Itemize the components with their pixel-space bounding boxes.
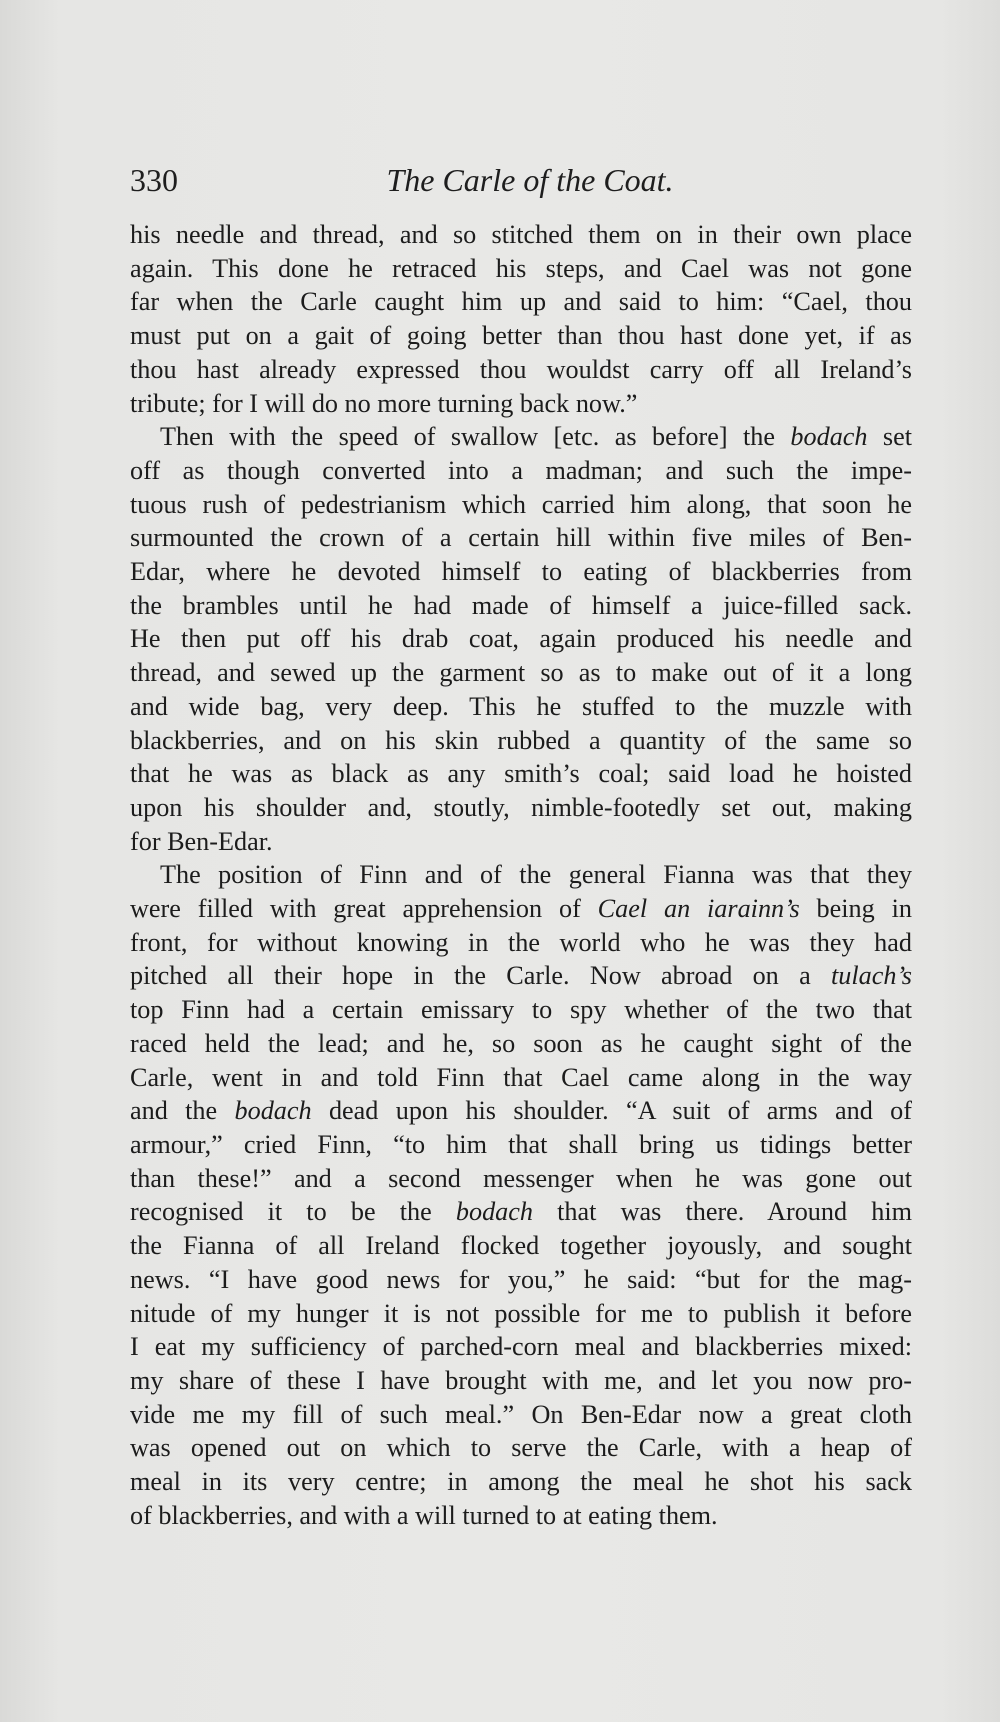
text-line: tribute; for I will do no more turning back now.” <box>130 388 638 418</box>
text-line: was opened out on which to serve the Carle, with a heap of <box>130 1433 912 1463</box>
paragraph <box>130 858 912 1532</box>
text-line: thou hast already expressed thou wouldst carry off all Ireland’s <box>130 354 912 384</box>
text-line: must put on a gait of going better than thou hast done yet, if as <box>130 321 912 351</box>
text-line: nitude of my hunger it is not possible for me to publish it before <box>130 1298 912 1328</box>
italic-term: Cael an iarainn’s <box>597 894 800 924</box>
text-line: vide me my fill of such meal.” On Ben-Edar now a great cloth <box>130 1399 912 1429</box>
text-line: and wide bag, very deep. This he stuffed to the muzzle with <box>130 691 912 721</box>
text-line: meal in its very centre; in among the meal he shot his sack <box>130 1467 912 1497</box>
text-line: his needle and thread, and so stitched them on in their own place <box>130 220 912 249</box>
text-run: Then with the speed of swallow [etc. as before] the <box>160 422 791 452</box>
text-run: were filled with great apprehension of <box>130 894 598 924</box>
text-line: surmounted the crown of a certain hill within five miles of Ben- <box>130 523 912 553</box>
text-run: being in <box>799 894 912 924</box>
italic-term: bodach <box>234 1096 312 1126</box>
text-run: recognised it to be the <box>130 1197 456 1227</box>
text-run: and the <box>130 1096 235 1126</box>
text-line: of blackberries, and with a will turned to at eating them. <box>130 1500 718 1530</box>
text-line <box>130 420 912 454</box>
text-run: dead upon his shoulder. “A suit of arms and of <box>311 1096 912 1126</box>
text-line: my share of these I have brought with me, and let you now pro- <box>130 1365 912 1395</box>
italic-term: bodach <box>790 422 868 452</box>
text-line: again. This done he retraced his steps, and Cael was not gone <box>130 253 912 283</box>
text-line <box>130 959 912 993</box>
text-run: set <box>867 422 913 452</box>
text-line: upon his shoulder and, stoutly, nimble-footedly set out, making <box>130 792 912 822</box>
text-line <box>130 1195 912 1229</box>
text-line: top Finn had a certain emissary to spy whether of the two that <box>130 995 912 1025</box>
text-line: than these!” and a second messenger when he was gone out <box>130 1163 912 1193</box>
text-line <box>130 1094 912 1128</box>
text-line: tuous rush of pedestrianism which carried him along, that soon he <box>130 489 912 519</box>
running-title: The Carle of the Coat. <box>386 162 674 198</box>
text-line: news. “I have good news for you,” he said: “but for the mag- <box>130 1264 912 1294</box>
text-line: for Ben-Edar. <box>130 826 273 856</box>
paragraph <box>130 420 912 858</box>
text-line: far when the Carle caught him up and said to him: “Cael, thou <box>130 287 912 317</box>
text-run: that was there. Around him <box>532 1197 912 1227</box>
text-line: that he was as black as any smith’s coal; said load he hoisted <box>130 759 912 789</box>
italic-term: bodach <box>455 1197 533 1227</box>
page-header <box>130 160 910 200</box>
text-line: Edar, where he devoted himself to eating of blackberries from <box>130 557 912 587</box>
text-line: the brambles until he had made of himself a juice-filled sack. <box>130 590 912 620</box>
text-line: off as though converted into a madman; and such the impe- <box>130 455 912 485</box>
page-number: 330 <box>130 162 178 198</box>
text-line: raced held the lead; and he, so soon as he caught sight of the <box>130 1028 912 1058</box>
text-line: The position of Finn and of the general Fianna was that they <box>160 860 912 890</box>
text-line: He then put off his drab coat, again produced his needle and <box>130 624 912 654</box>
text-line <box>130 892 912 926</box>
text-line: thread, and sewed up the garment so as to make out of it a long <box>130 658 912 688</box>
body-text <box>130 218 912 1532</box>
text-line: I eat my sufficiency of parched-corn meal and blackberries mixed: <box>130 1332 912 1362</box>
italic-term: tulach’s <box>831 961 912 991</box>
text-line: the Fianna of all Ireland flocked together joyously, and sought <box>130 1231 912 1261</box>
text-line: Carle, went in and told Finn that Cael came along in the way <box>130 1062 912 1092</box>
text-line: blackberries, and on his skin rubbed a quantity of the same so <box>130 725 912 755</box>
text-run: pitched all their hope in the Carle. Now abroad on a <box>130 961 831 991</box>
text-line: armour,” cried Finn, “to him that shall bring us tidings better <box>130 1129 912 1159</box>
paragraph <box>130 218 912 420</box>
text-line: front, for without knowing in the world who he was they had <box>130 927 912 957</box>
